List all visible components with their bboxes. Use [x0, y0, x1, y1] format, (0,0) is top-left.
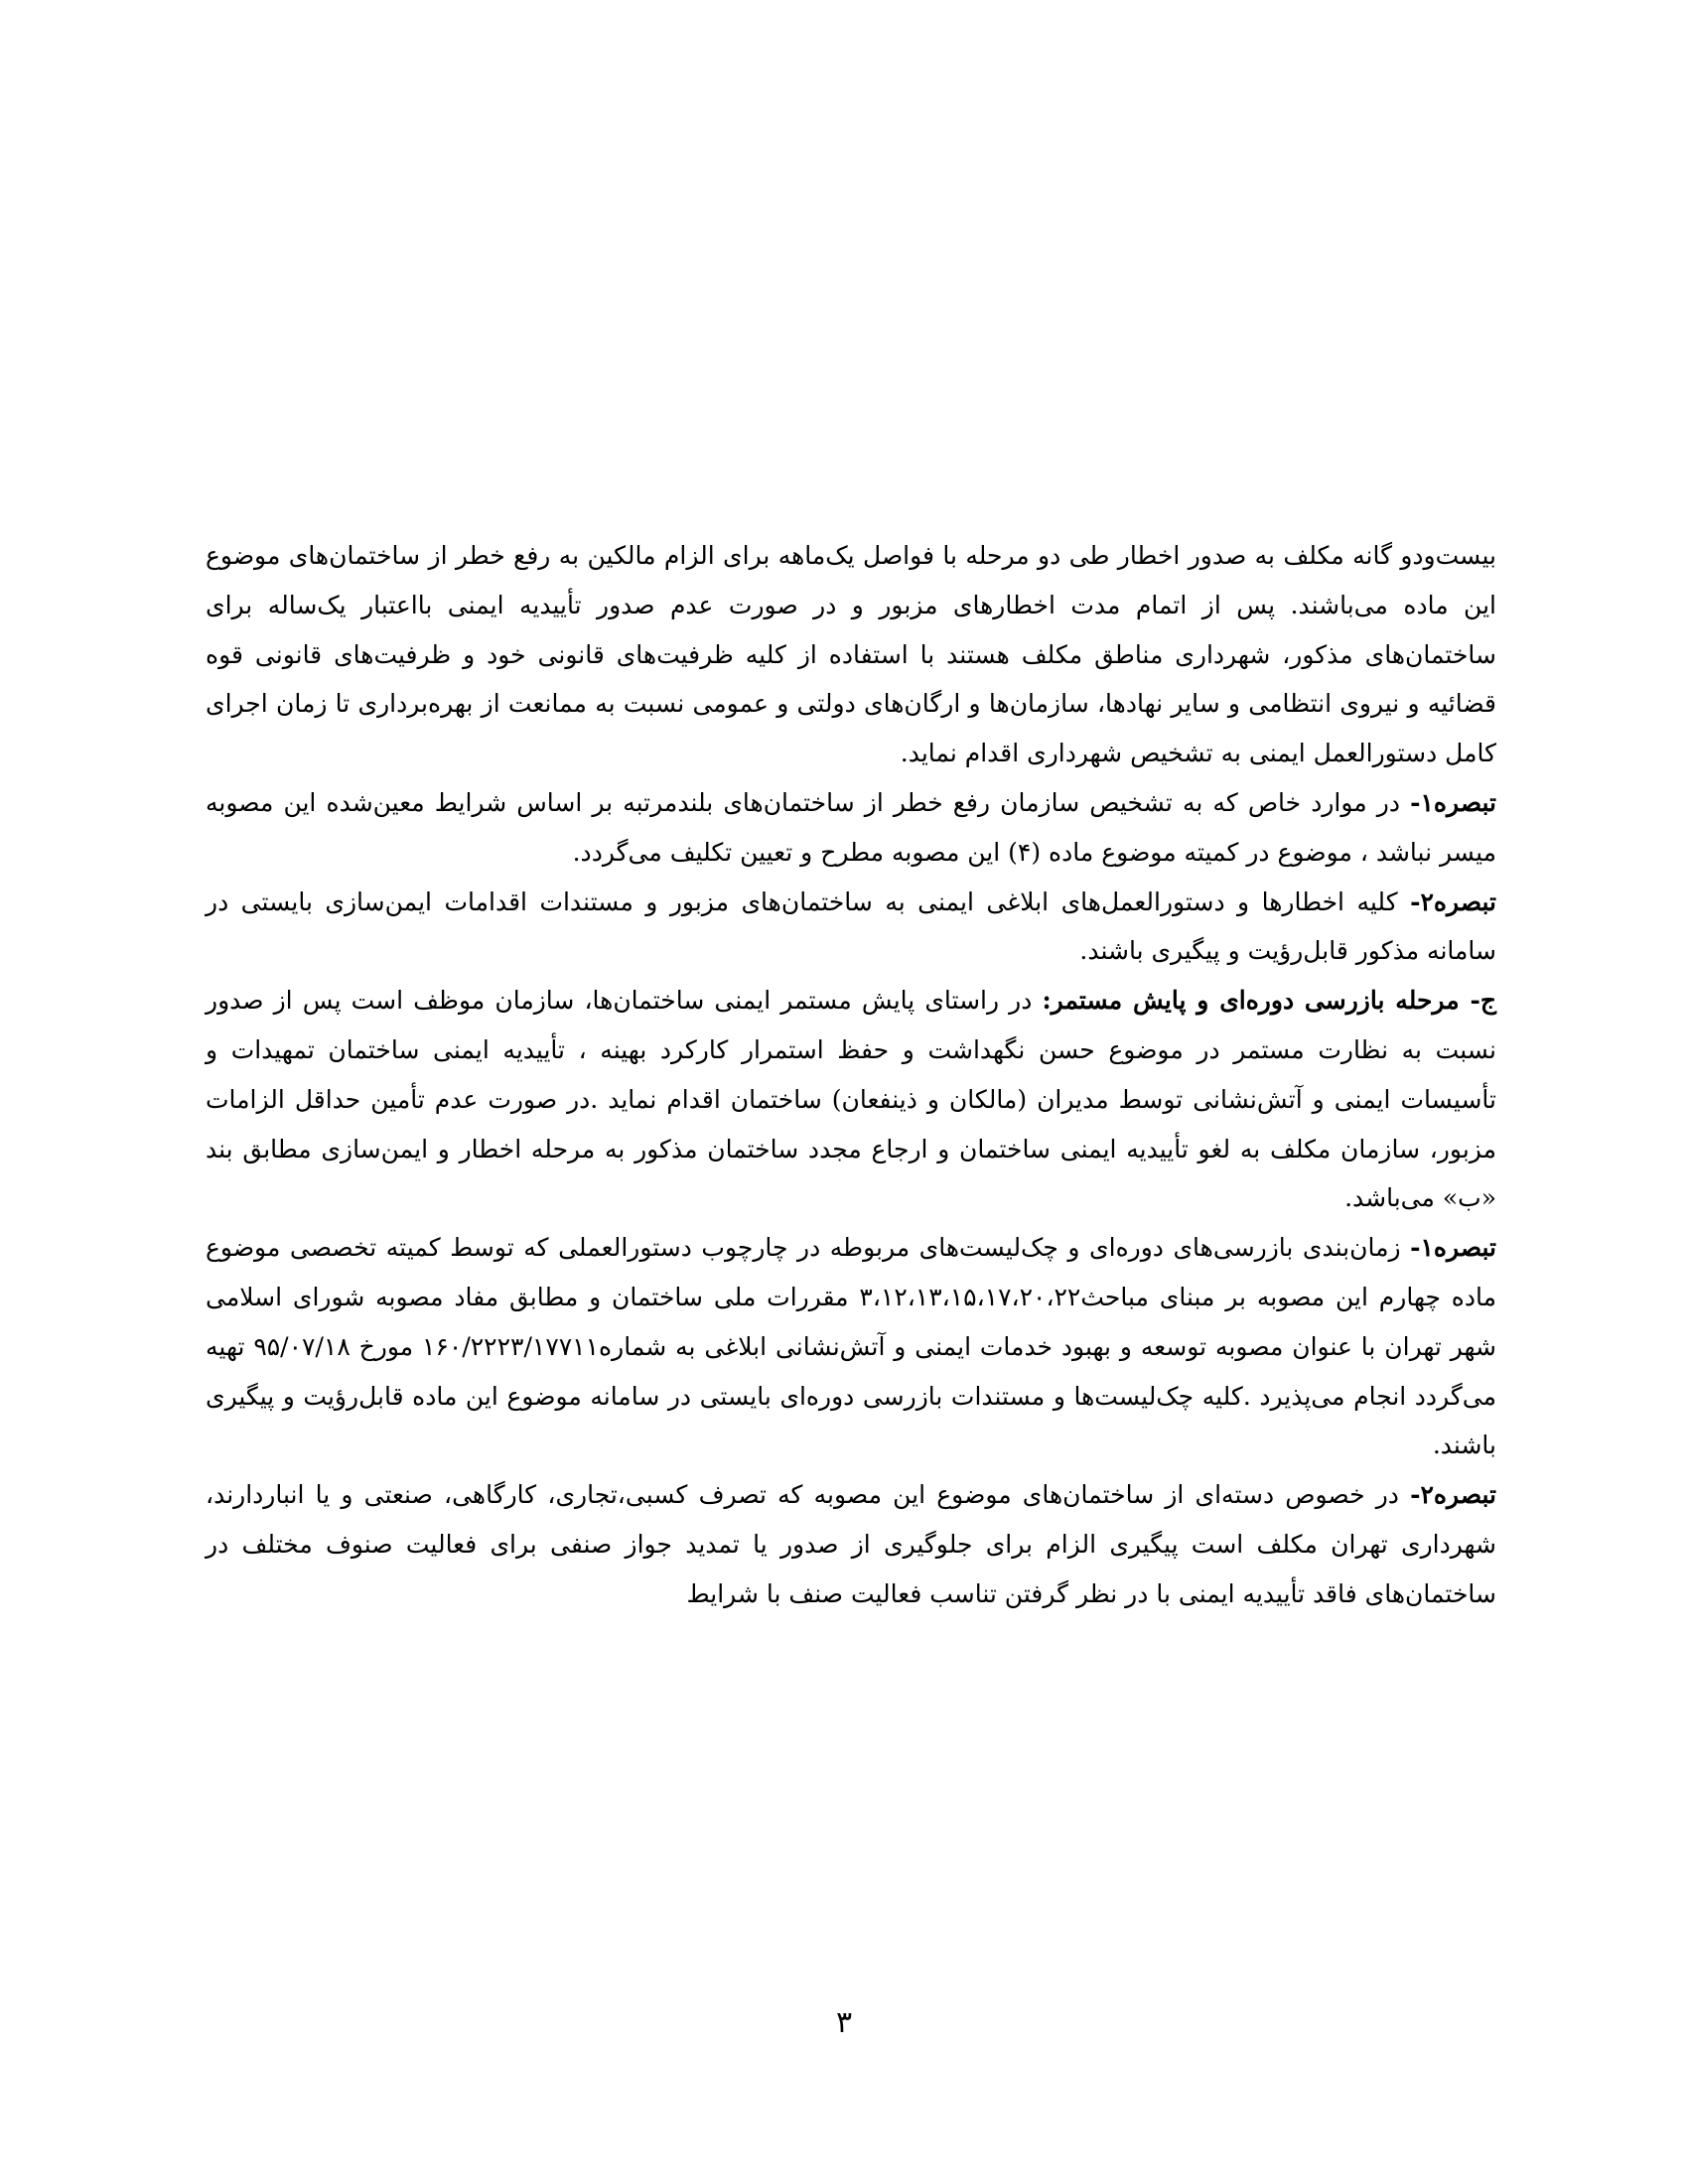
- section-c-note-2-lead: تبصره۲-: [1410, 1480, 1496, 1510]
- section-c-note-1-paragraph: [206, 1223, 1496, 1470]
- section-c-heading: ج- مرحله بازرسی دوره‌ای و پایش مستمر:: [1042, 986, 1496, 1016]
- page-number: ۳: [835, 2005, 853, 2040]
- note-1-lead: تبصره۱-: [1410, 787, 1496, 817]
- section-c-note-1-lead: تبصره۱-: [1410, 1233, 1496, 1263]
- section-c-paragraph: [206, 976, 1496, 1223]
- section-c-note-1-text: زمان‌بندی بازرسی‌های دوره‌ای و چک‌لیست‌های مربوطه در چارچوب دستورالعملی که توسط کمیته تخصصی موضوع ماده چهارم این مصوبه بر مبنای مباحث۳،۱۲،۱۳،۱۵،۱۷،۲۰،۲۲ مقررات ملی ساختمان و مطابق مفاد مصوبه شورای اسلامی شهر تهران با عنوان مصوبه توسعه و بهبود خدمات ایمنی و آتش‌نشانی ابلاغی به شماره۱۶۰/۲۲۲۳/۱۷۷۱۱ مورخ ۹۵/۰۷/۱۸ تهیه می‌گردد انجام می‌پذیرد .کلیه چک‌لیست‌ها و مستندات بازرسی دوره‌ای بایستی در سامانه موضوع این ماده قابل‌رؤیت و پیگیری باشند.: [206, 1233, 1496, 1460]
- document-body: [206, 531, 1496, 1619]
- paragraph-1-text: بیست‌ودو گانه مکلف به صدور اخطار طی دو مرحله با فواصل یک‌ماهه برای الزام مالکین به رفع خطر از ساختمان‌های موضوع این ماده می‌باشند. پس از اتمام مدت اخطارهای مزبور و در صورت عدم صدور تأییدیه ایمنی بااعتبار یک‌ساله برای ساختمان‌های مذکور، شهرداری مناطق مکلف هستند با استفاده از کلیه ظرفیت‌های قانونی خود و ظرفیت‌های قانونی قوه قضائیه و نیروی انتظامی و سایر نهادها، سازمان‌ها و ارگان‌های دولتی و عمومی نسبت به ممانعت از بهره‌برداری تا زمان اجرای کامل دستورالعمل ایمنی به تشخیص شهرداری اقدام نماید.: [206, 541, 1496, 768]
- note-1-text: در موارد خاص که به تشخیص سازمان رفع خطر از ساختمان‌های بلندمرتبه بر اساس شرایط معین‌شده این مصوبه میسر نباشد ، موضوع در کمیته موضوع ماده (۴) این مصوبه مطرح و تعیین تکلیف می‌گردد.: [206, 787, 1496, 867]
- section-c-text: در راستای پایش مستمر ایمنی ساختمان‌ها، سازمان موظف است پس از صدور نسبت به نظارت مستمر در موضوع حسن نگهداشت و حفظ استمرار کارکرد بهینه ، تأییدیه ایمنی ساختمان تمهیدات و تأسیسات ایمنی و آتش‌نشانی توسط مدیران (مالکان و ذینفعان) ساختمان اقدام نماید .در صورت عدم تأمین حداقل الزامات مزبور، سازمان مکلف به لغو تأییدیه ایمنی ساختمان و ارجاع مجدد ساختمان مذکور به مرحله اخطار و ایمن‌سازی مطابق بند «ب» می‌باشد.: [206, 986, 1497, 1213]
- paragraph-1: [206, 531, 1496, 778]
- section-c-note-2-paragraph: [206, 1470, 1496, 1618]
- note-2-lead: تبصره۲-: [1410, 887, 1496, 916]
- note-2-text: کلیه اخطارها و دستورالعمل‌های ابلاغی ایمنی به ساختمان‌های مزبور و مستندات اقدامات ایمن‌سازی بایستی در سامانه مذکور قابل‌رؤیت و پیگیری باشند.: [206, 887, 1496, 966]
- note-1-paragraph: [206, 778, 1496, 878]
- section-c-note-2-text: در خصوص دسته‌ای از ساختمان‌های موضوع این مصوبه که تصرف کسبی،تجاری، کارگاهی، صنعتی و یا انباردارند، شهرداری تهران مکلف است پیگیری الزام برای جلوگیری از صدور یا تمدید جواز صنفی برای فعالیت صنوف مختلف در ساختمان‌های فاقد تأییدیه ایمنی با در نظر گرفتن تناسب فعالیت صنف با شرایط: [206, 1480, 1496, 1608]
- note-2-paragraph: [206, 878, 1496, 977]
